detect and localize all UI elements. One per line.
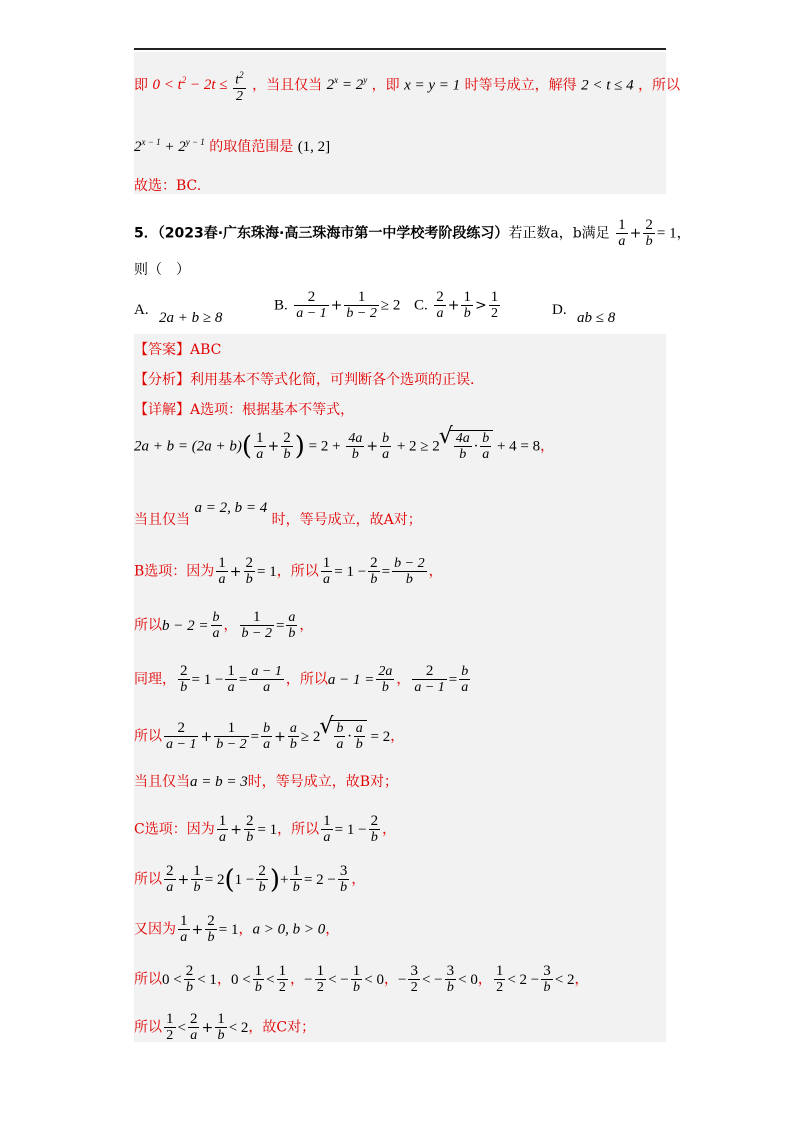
analysis-line: 【分析】利用基本不等式化简，可判断各个选项的正误. bbox=[134, 372, 475, 388]
c-line-1: C选项：因为 $\frac{1}{a}$ + $\frac{2}{b}$ = 1，所以 $\frac{1}{a}$ = 1 − $\frac{2}{b}$ ， bbox=[134, 813, 397, 845]
prev-line-1: 即 $0 < t^2 - 2t$ ≤ $\frac{t^2}{2}$ ，当且仅当 $2^x = 2^y$ ，即 x = y = 1 时等号成立，解得 2 < t ≤ 4 ，所以 bbox=[134, 70, 681, 104]
option-b[interactable]: B. $\frac{2}{a - 1}$ + $\frac{1}{b - 2}$ ≥ 2 bbox=[274, 289, 401, 321]
option-d[interactable]: D. ab ≤ 8 bbox=[552, 302, 616, 326]
a-condition: 当且仅当 a = 2, b = 4 时，等号成立，故A对； bbox=[134, 500, 422, 528]
header-rule bbox=[134, 48, 666, 50]
b-line-4: 所以 $\frac{2}{a - 1}$ + $\frac{1}{b - 2}$ = $\frac{b}{a}$ + $\frac{a}{b}$ ≥ 2 √ $\frac{b}{a}$ · $\frac{a}{b}$ = 2， bbox=[134, 720, 404, 752]
a-equation: 2a + b = (2a + b)( $\frac{1}{a}$ + $\frac{2}{b}$ ) = 2 + $\frac{4a}{b}$ + $\frac{b}{a}$ + 2 ≥ 2 √ $\frac{4a}{b}$ · $\frac{b}{a}$ + 4 = 8， bbox=[134, 430, 554, 462]
b-line-2: 所以b − 2 = $\frac{b}{a}$ ， $\frac{1}{b - 2}$ = $\frac{a}{b}$ ， bbox=[134, 609, 314, 641]
b-condition: 当且仅当a = b = 3时，等号成立，故B对； bbox=[134, 774, 399, 790]
b-line-3: 同理， $\frac{2}{b}$ = 1 − $\frac{1}{a}$ = $\frac{a - 1}{a}$ ，所以a − 1 = $\frac{2a}{b}$ ， $\frac{2}{a - 1}$ = $\frac{b}{a}$ bbox=[134, 663, 469, 695]
c-line-2: 所以 $\frac{2}{a}$ + $\frac{1}{b}$ = 2(1 − $\frac{2}{b}$ )+ $\frac{1}{b}$ = 2 − $\frac{3}{b}$ ， bbox=[134, 863, 366, 895]
c-line-4: 所以0 < $\frac{2}{b}$ < 1，0 < $\frac{1}{b}$ < $\frac{1}{2}$ ，− $\frac{1}{2}$ < − $\frac{1}{b}$ < 0，− $\frac{3}{2}$ < − $\frac{3}{b}$ < 0， $\frac{1}{2}$ < 2 − $\frac{3}{b}$ < 2， bbox=[134, 963, 589, 995]
answer-line: 【答案】ABC bbox=[134, 342, 222, 358]
detail-line: 【详解】A选项：根据基本不等式， bbox=[134, 402, 355, 418]
option-a[interactable]: A. 2a + b ≥ 8 bbox=[134, 302, 223, 326]
prev-conclusion: 故选：BC. bbox=[134, 178, 202, 194]
c-line-5: 所以 $\frac{1}{2}$ < $\frac{2}{a}$ + $\frac{1}{b}$ < 2，故C对； bbox=[134, 1011, 316, 1043]
option-c[interactable]: C. $\frac{2}{a}$ + $\frac{1}{b}$ > $\frac{1}{2}$ bbox=[414, 289, 499, 321]
question-header: 5．（2023春·广东珠海·高三珠海市第一中学校考阶段练习）若正数a，b满足 $\frac{1}{a}$ + $\frac{2}{b}$ = 1， bbox=[134, 217, 691, 249]
prev-line-2: $2^{x - 1} + 2^{y - 1}$ 的取值范围是 (1, 2] bbox=[134, 137, 331, 155]
b-line-1: B选项：因为 $\frac{1}{a}$ + $\frac{2}{b}$ = 1，所以 $\frac{1}{a}$ = 1 − $\frac{2}{b}$ = $\frac{b - 2}{b}$ ， bbox=[134, 555, 443, 587]
prev-ineq: $0 < t^2 - 2t$ ≤ $\frac{t^2}{2}$ bbox=[152, 70, 244, 104]
c-line-3: 又因为 $\frac{1}{a}$ + $\frac{2}{b}$ = 1，a > 0, b > 0， bbox=[134, 913, 340, 945]
question-paren: 则（ ） bbox=[134, 262, 190, 278]
